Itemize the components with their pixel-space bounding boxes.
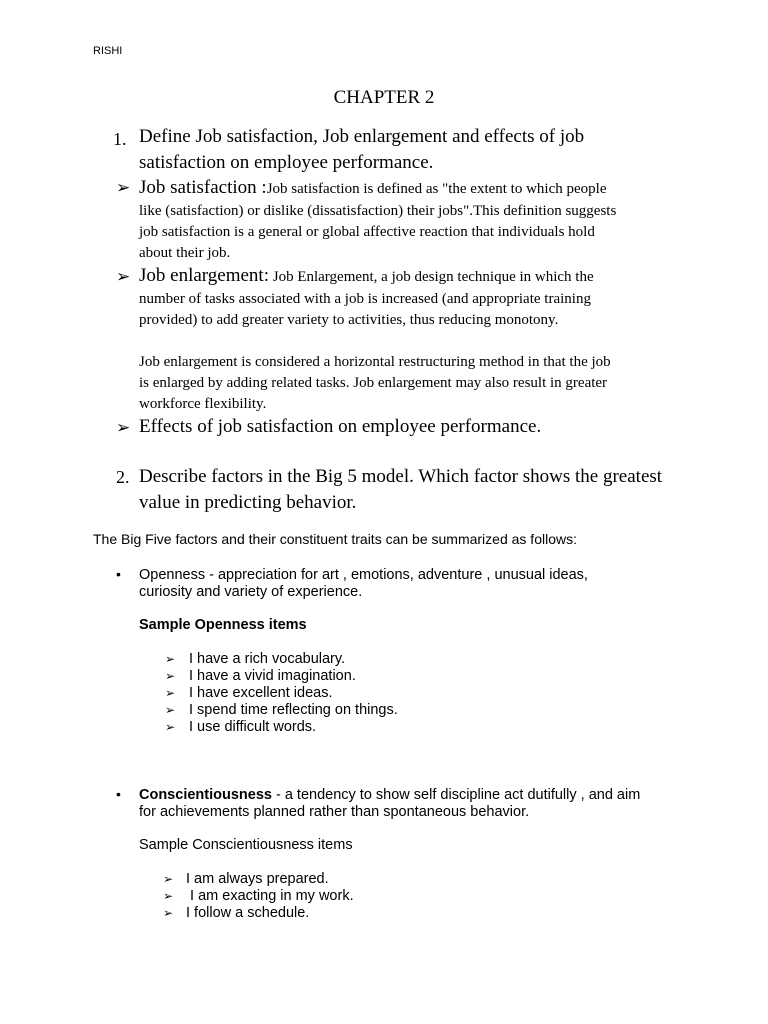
arrow-bullet-icon: ➢ [116,418,131,437]
list-item [165,668,565,685]
text-line: number of tasks associated with a job is increased (and appropriate training [139,291,591,307]
arrow-bullet-icon: ➢ [165,720,176,734]
arrow-bullet-icon: ➢ [163,872,174,886]
arrow-bullet-icon: ➢ [116,267,131,286]
list-item-text: I am always prepared. [186,871,329,887]
text-line: Define Job satisfaction, Job enlargement and effects of job [139,126,585,147]
arrow-bullet-icon: ➢ [165,669,176,683]
job-enlargement-section [139,265,594,288]
conscientiousness-items-list [163,871,563,922]
question-number: 2. [116,467,130,487]
arrow-bullet-icon: ➢ [163,906,174,920]
list-item [163,871,563,888]
section-heading: Effects of job satisfaction on employee performance. [139,416,542,437]
bullet-icon: • [116,566,121,582]
list-item [163,905,563,922]
list-item [165,651,565,668]
text-line: is enlarged by adding related tasks. Job enlargement may also result in greater [139,375,608,391]
text-line: curiosity and variety of experience. [139,584,363,600]
openness-description [139,567,588,601]
list-item-text: I follow a schedule. [186,905,310,921]
job-enlargement-paragraph [139,352,611,415]
arrow-bullet-icon: ➢ [165,703,176,717]
list-item-text: I spend time reflecting on things. [189,702,398,718]
question-text [139,124,584,176]
text-line: Job enlargement is considered a horizontal restructuring method in that the job [139,354,611,370]
arrow-bullet-icon: ➢ [163,889,174,903]
text-line: Job Enlargement, a job design technique in which the [268,269,594,285]
list-item [165,685,565,702]
arrow-bullet-icon: ➢ [165,686,176,700]
text-line: for achievements planned rather than spontaneous behavior. [139,804,530,820]
arrow-bullet-icon: ➢ [116,178,131,197]
text-line: provided) to add greater variety to activities, thus reducing monotony. [139,312,559,328]
text-line: workforce flexibility. [139,396,267,412]
list-item [165,719,565,736]
job-satisfaction-section [139,177,607,200]
chapter-title: CHAPTER 2 [333,87,435,108]
list-item-text: I have a vivid imagination. [189,668,356,684]
list-item-text: I have a rich vocabulary. [189,651,346,667]
big-five-intro: The Big Five factors and their constituent traits can be summarized as follows: [93,531,577,547]
text-line: value in predicting behavior. [139,492,357,513]
list-item-text: I have excellent ideas. [189,685,333,701]
question-text [139,464,662,516]
conscientiousness-sample-heading: Sample Conscientiousness items [139,837,353,853]
section-heading: Job enlargement: [139,265,269,286]
job-enlargement-body [139,289,591,331]
bullet-icon: • [116,786,121,802]
conscientiousness-description [139,787,640,821]
text-line: Openness - appreciation for art , emotions, adventure , unusual ideas, [139,567,588,583]
text-line: job satisfaction is a general or global affective reaction that individuals hold [139,224,595,240]
list-item-text: I use difficult words. [189,719,317,735]
section-heading: Job satisfaction : [139,177,267,198]
arrow-bullet-icon: ➢ [165,652,176,666]
text-line: about their job. [139,245,231,261]
text-line: like (satisfaction) or dislike (dissatisfaction) their jobs".This definition suggests [139,203,617,219]
text-line: Job satisfaction is defined as "the extent to which people [266,181,607,197]
list-item-text: I am exacting in my work. [186,888,354,904]
factor-term: Conscientiousness [139,787,272,803]
list-item [165,702,565,719]
job-satisfaction-body [139,201,616,264]
openness-sample-heading: Sample Openness items [139,617,307,633]
text-line: Describe factors in the Big 5 model. Which factor shows the greatest [139,466,663,487]
openness-items-list [165,651,565,736]
list-item [163,888,563,905]
text-line: satisfaction on employee performance. [139,152,434,173]
text-line: - a tendency to show self discipline act dutifully , and aim [271,787,641,803]
question-number: 1. [113,129,127,149]
page-header-author: RISHI [93,45,123,57]
